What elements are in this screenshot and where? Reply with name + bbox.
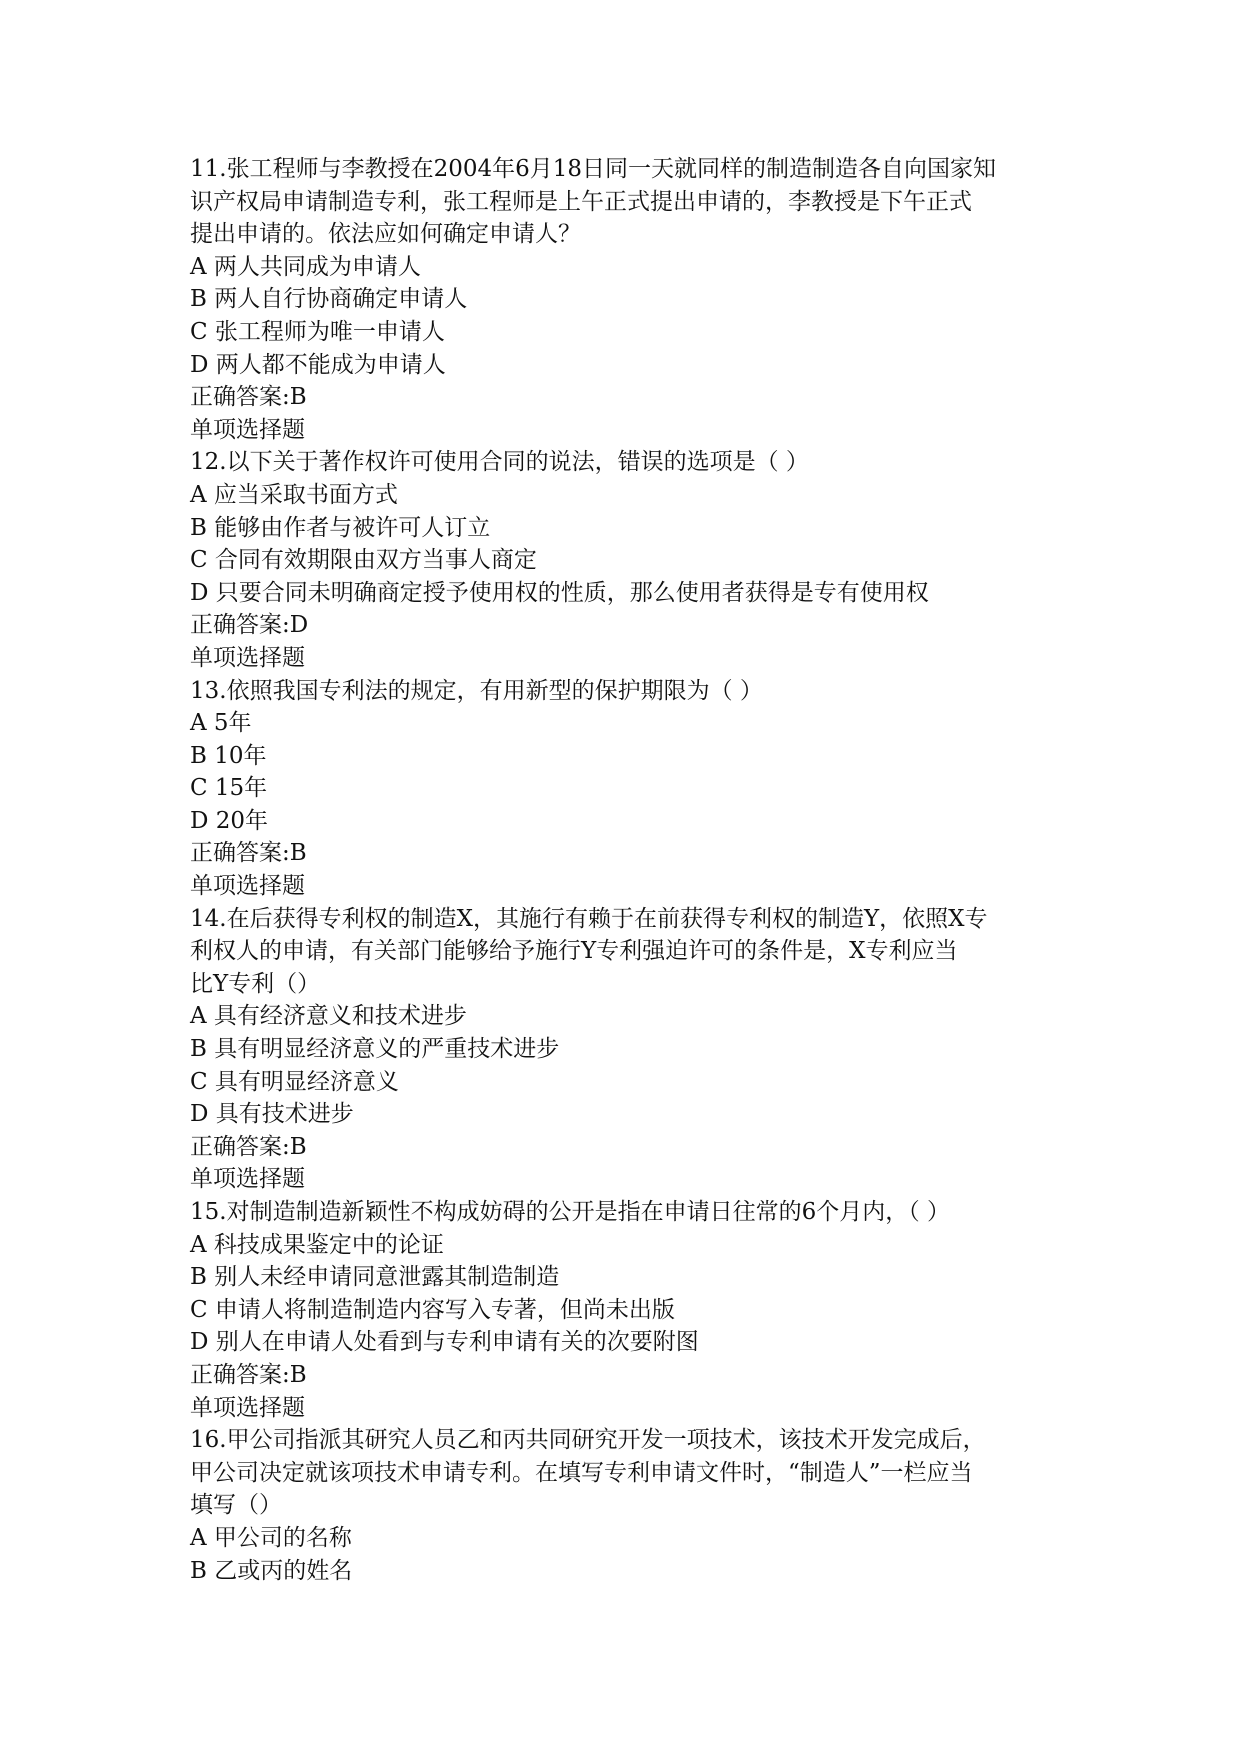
question-type-label: 单项选择题 xyxy=(190,1394,305,1421)
question-type-label: 单项选择题 xyxy=(190,416,305,443)
option-d: D 具有技术进步 xyxy=(190,1101,354,1128)
question-block xyxy=(190,1196,1060,1424)
question-block xyxy=(190,675,1060,903)
question-type-label: 单项选择题 xyxy=(190,873,305,900)
option-a: A 应当采取书面方式 xyxy=(190,481,398,508)
question-block xyxy=(190,903,1060,1196)
option-c: C 15年 xyxy=(190,775,268,802)
question-text: 13.依照我国专利法的规定，有用新型的保护期限为（ ） xyxy=(190,677,763,704)
option-d: D 两人都不能成为申请人 xyxy=(190,351,446,378)
option-a: A 两人共同成为申请人 xyxy=(190,253,421,280)
question-block xyxy=(190,153,1060,446)
option-d: D 只要合同未明确商定授予使用权的性质，那么使用者获得是专有使用权 xyxy=(190,579,929,606)
question-text: 15.对制造制造新颖性不构成妨碍的公开是指在申请日往常的6个月内，（ ） xyxy=(190,1199,951,1225)
correct-answer: 正确答案:B xyxy=(190,840,307,867)
option-a: A 科技成果鉴定中的论证 xyxy=(190,1231,444,1258)
option-d: D 别人在申请人处看到与专利申请有关的次要附图 xyxy=(190,1329,699,1356)
question-block xyxy=(190,446,1060,674)
option-c: C 张工程师为唯一申请人 xyxy=(190,318,445,345)
question-text: 14.在后获得专利权的制造X，其施行有赖于在前获得专利权的制造Y，依照X专 xyxy=(190,905,988,932)
option-a: A 5年 xyxy=(190,710,252,737)
option-b: B 能够由作者与被许可人订立 xyxy=(190,514,491,541)
question-text: 比Y专利（） xyxy=(190,970,321,997)
option-a: A 甲公司的名称 xyxy=(190,1524,352,1551)
question-text: 利权人的申请，有关部门能够给予施行Y专利强迫许可的条件是，X专利应当 xyxy=(190,938,958,965)
question-text: 填写（） xyxy=(190,1492,282,1519)
question-list xyxy=(190,153,1060,1587)
correct-answer: 正确答案:D xyxy=(190,612,309,639)
option-c: C 具有明显经济意义 xyxy=(190,1068,399,1095)
correct-answer: 正确答案:B xyxy=(190,1361,307,1388)
question-text: 甲公司决定就该项技术申请专利。在填写专利申请文件时，“制造人”一栏应当 xyxy=(190,1459,973,1486)
option-b: B 别人未经申请同意泄露其制造制造 xyxy=(190,1264,560,1291)
question-text: 12.以下关于著作权许可使用合同的说法，错误的选项是（ ） xyxy=(190,449,809,476)
question-text: 识产权局申请制造专利，张工程师是上午正式提出申请的，李教授是下午正式 xyxy=(190,188,972,215)
option-b: B 具有明显经济意义的严重技术进步 xyxy=(190,1036,560,1063)
question-text: 16.甲公司指派其研究人员乙和丙共同研究开发一项技术，该技术开发完成后， xyxy=(190,1427,986,1454)
question-text: 11.张工程师与李教授在2004年6月18日同一天就同样的制造制造各自向国家知 xyxy=(190,156,997,182)
option-b: B 10年 xyxy=(190,742,267,769)
question-block xyxy=(190,1424,1060,1587)
option-b: B 乙或丙的姓名 xyxy=(190,1557,353,1584)
option-a: A 具有经济意义和技术进步 xyxy=(190,1003,467,1030)
correct-answer: 正确答案:B xyxy=(190,1133,307,1160)
question-type-label: 单项选择题 xyxy=(190,1166,305,1193)
option-c: C 合同有效期限由双方当事人商定 xyxy=(190,547,537,574)
correct-answer: 正确答案:B xyxy=(190,384,307,411)
option-c: C 申请人将制造制造内容写入专著，但尚未出版 xyxy=(190,1296,675,1323)
question-text: 提出申请的。依法应如何确定申请人？ xyxy=(190,221,581,248)
option-b: B 两人自行协商确定申请人 xyxy=(190,286,468,313)
option-d: D 20年 xyxy=(190,807,269,834)
question-type-label: 单项选择题 xyxy=(190,644,305,671)
